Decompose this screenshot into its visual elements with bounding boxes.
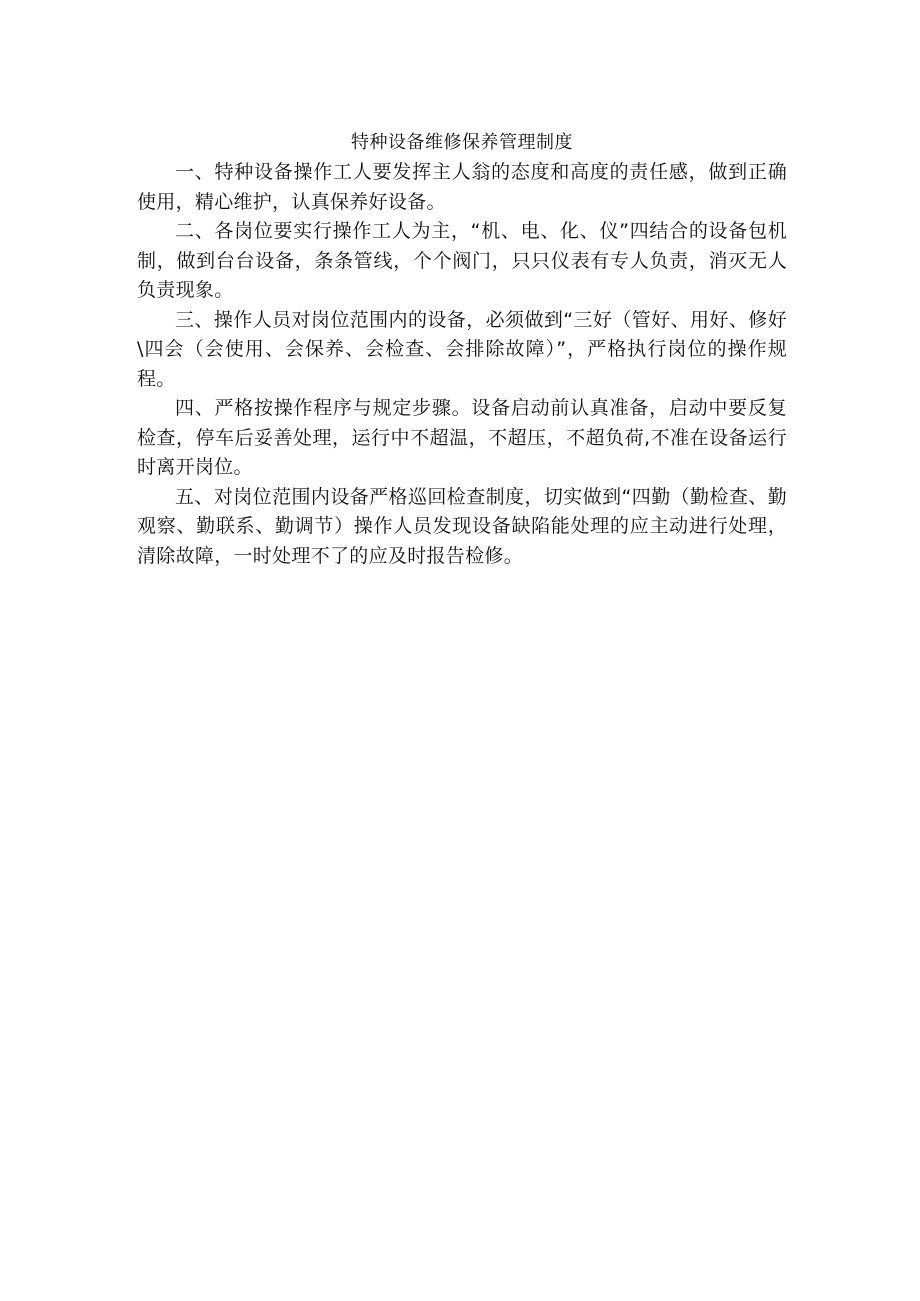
paragraph-4: 四、严格按操作程序与规定步骤。设备启动前认真准备，启动中要反复检查，停车后妥善处理，运行中不超温，不超压，不超负荷,不准在设备运行时离开岗位。 <box>137 397 787 478</box>
paragraph-5: 五、对岗位范围内设备严格巡回检查制度，切实做到“四勤（勤检查、勤观察、勤联系、勤调节）操作人员发现设备缺陷能处理的应主动进行处理，清除故障，一时处理不了的应及时报告检修。 <box>137 485 787 567</box>
paragraph-2: 二、各岗位要实行操作工人为主，“机、电、化、仪”四结合的设备包机制，做到台台设备，条条管线，个个阀门，只只仪表有专人负责，消灭无人负责现象。 <box>137 220 787 301</box>
paragraph-1: 一、特种设备操作工人要发挥主人翁的态度和高度的责任感，做到正确使用，精心维护，认真保养好设备。 <box>137 161 787 213</box>
document-body <box>137 128 787 571</box>
paragraph-3: 三、操作人员对岗位范围内的设备，必须做到“三好（管好、用好、修好\四会（会使用、会保养、会检查、会排除故障）”，严格执行岗位的操作规程。 <box>137 308 787 390</box>
document-title: 特种设备维修保养管理制度 <box>351 132 573 153</box>
